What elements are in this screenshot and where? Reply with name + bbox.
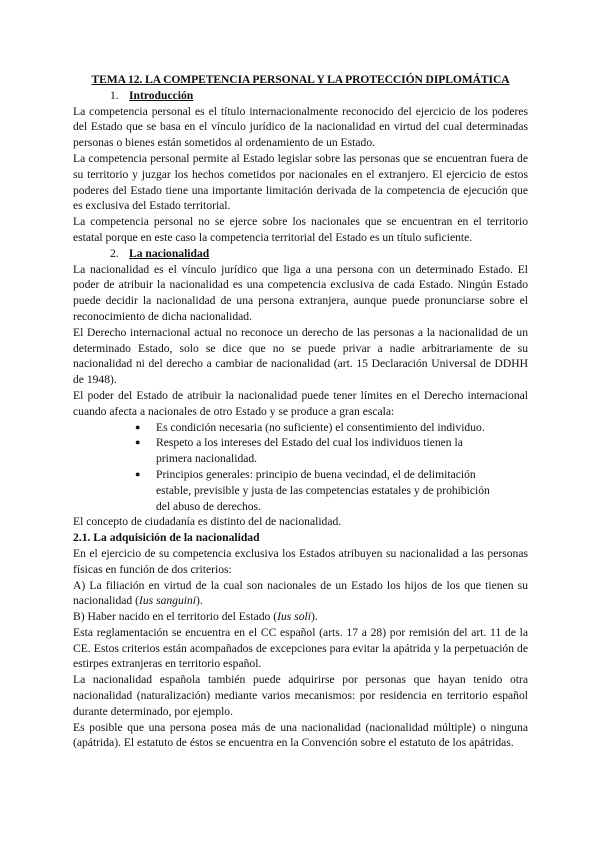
page-title: TEMA 12. LA COMPETENCIA PERSONAL Y LA PROTECCIÓN DIPLOMÁTICA [91, 73, 510, 86]
bullet-item: ● Es condición necesaria (no suficiente) el consentimiento del individuo. [135, 420, 501, 436]
paragraph: Esta reglamentación se encuentra en el CC español (arts. 17 a 28) por remisión del art. 11 de la CE. Estos criterios están acompañados de excepciones para evitar la apátrida y la perpetuación de estirpes extranjeras en territorio español. [73, 625, 528, 671]
bullet-list [73, 420, 528, 515]
paragraph: En el ejercicio de su competencia exclusiva los Estados atribuyen su nacionalidad a las personas físicas en función de dos criterios: [73, 546, 528, 576]
criterion-text: B) Haber nacido en el territorio del Estado ( [73, 610, 278, 624]
paragraph: Es posible que una persona posea más de una nacionalidad (nacionalidad múltiple) o ninguna (apátrida). El estatuto de éstos se encuentra en la Convención sobre el estatuto de los apátridas. [73, 720, 528, 750]
subsection-heading: 2.1. La adquisición de la nacionalidad [73, 531, 260, 545]
section-heading-nacionalidad [73, 246, 528, 262]
section-label: La nacionalidad [129, 246, 210, 260]
paragraph: La competencia personal es el título internacionalmente reconocido del ejercicio de los poderes del Estado que se basa en el vínculo jurídico de la nacionalidad en virtud del cual determinadas personas o bienes están sometidos al ordenamiento de un Estado. [73, 104, 528, 150]
paragraph: El concepto de ciudadanía es distinto del de nacionalidad. [73, 515, 342, 529]
paragraph: El Derecho internacional actual no reconoce un derecho de las personas a la nacionalidad de un determinado Estado, solo se dice que no se puede privar a nadie arbitrariamente de su nacionalidad ni del derecho a cambiar de nacionalidad (art. 15 Declaración Universal de DDHH de 1948). [73, 325, 528, 387]
document-page [73, 72, 528, 751]
paragraph: El poder del Estado de atribuir la nacionalidad puede tener límites en el Derecho internacional cuando afecta a nacionales de otro Estado y se produce a gran escala: [73, 388, 528, 418]
section-heading-introduccion [73, 88, 528, 104]
paragraph: La competencia personal no se ejerce sobre los nacionales que se encuentran en el territorio estatal porque en este caso la competencia territorial del Estado es un título suficiente. [73, 215, 528, 244]
paragraph: La nacionalidad es el vínculo jurídico que liga a una persona con un determinado Estado. El poder de atribuir la nacionalidad es una competencia exclusiva de cada Estado. Ningún Estado puede decidir la nacionalidad de una persona extranjera, aunque puede pronunciarse sobre el reconocimiento de dicha nacionalidad. [73, 262, 528, 323]
latin-term: Ius soli [277, 610, 311, 624]
paragraph-criterion-a [73, 578, 528, 610]
criterion-text: A) La filiación en virtud de la cual son nacionales de un Estado los hijos de los que tienen su nacionalidad ( [73, 578, 528, 608]
latin-term: Ius sanguini [139, 594, 197, 608]
bullet-item: ● Respeto a los intereses del Estado del cual los individuos tienen la primera nacionalidad. [135, 435, 501, 467]
section-number: 2. [110, 246, 119, 260]
section-number: 1. [110, 88, 119, 102]
paragraph-criterion-b [73, 609, 528, 625]
bullet-item: ● Principios generales: principio de buena vecindad, el de delimitación estable, previsible y justa de las competencias estatales y de prohibición del abuso de derechos. [135, 467, 501, 514]
criterion-end: ). [196, 594, 203, 608]
paragraph: La nacionalidad española también puede adquirirse por personas que hayan tenido otra nacionalidad (naturalización) mediante varios mecanismos: por residencia en territorio español durante determinado, por ejemplo. [73, 673, 528, 718]
criterion-end: ). [310, 610, 318, 624]
paragraph: La competencia personal permite al Estado legislar sobre las personas que se encuentran fuera de su territorio y juzgar los hechos cometidos por nacionales en el extranjero. El ejercicio de estos poderes del Estado tiene una importante limitación derivada de la competencia de ejecución que es exclusiva del Estado territorial. [73, 151, 528, 213]
section-label: Introducción [129, 88, 194, 102]
